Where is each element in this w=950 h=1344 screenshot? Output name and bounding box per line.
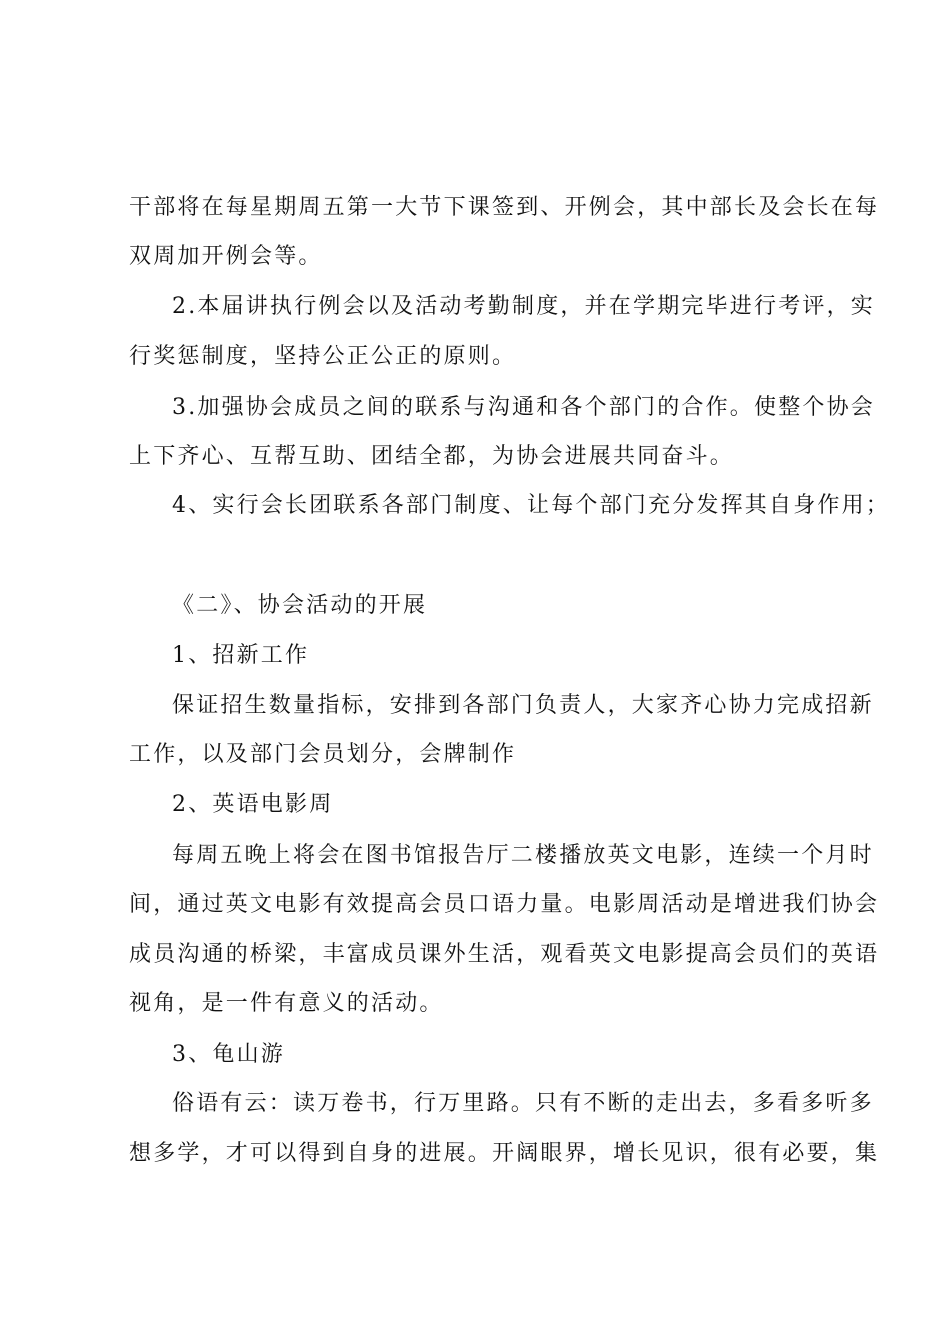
paragraph-line: 间，通过英文电影有效提高会员口语力量。电影周活动是增进我们协会 [129, 892, 880, 917]
subheading-movie-week: 2、英语电影周 [172, 792, 334, 817]
paragraph-line: 成员沟通的桥梁，丰富成员课外生活，观看英文电影提高会员们的英语 [129, 942, 880, 967]
paragraph-line: 工作，以及部门会员划分，会牌制作 [129, 742, 517, 767]
paragraph-line: 保证招生数量指标，安排到各部门负责人，大家齐心协力完成招新 [172, 693, 874, 718]
list-item-3-line: 上下齐心、互帮互助、团结全都，为协会进展共同奋斗。 [129, 444, 735, 469]
list-item-3-line: 3.加强协会成员之间的联系与沟通和各个部门的合作。使整个协会 [172, 395, 875, 420]
list-item-2-line: 2.本届讲执行例会以及活动考勤制度，并在学期完毕进行考评，实 [172, 294, 875, 319]
paragraph-line: 视角，是一件有意义的活动。 [129, 991, 444, 1016]
subheading-turtle-mountain: 3、龟山游 [172, 1042, 285, 1067]
list-item-2-line: 行奖惩制度，坚持公正公正的原则。 [129, 344, 517, 369]
subheading-recruitment: 1、招新工作 [172, 643, 310, 668]
paragraph-line: 干部将在每星期周五第一大节下课签到、开例会，其中部长及会长在每 [129, 195, 880, 220]
paragraph-line: 俗语有云：读万卷书，行万里路。只有不断的走出去，多看多听多 [172, 1091, 874, 1116]
paragraph-line: 想多学，才可以得到自身的进展。开阔眼界，增长见识，很有必要，集 [129, 1141, 880, 1166]
paragraph-line: 双周加开例会等。 [129, 244, 323, 269]
list-item-4-line: 4、实行会长团联系各部门制度、让每个部门充分发挥其自身作用； [172, 493, 890, 518]
paragraph-line: 每周五晚上将会在图书馆报告厅二楼播放英文电影，连续一个月时 [172, 843, 874, 868]
section-heading: 《二》、协会活动的开展 [172, 593, 428, 618]
